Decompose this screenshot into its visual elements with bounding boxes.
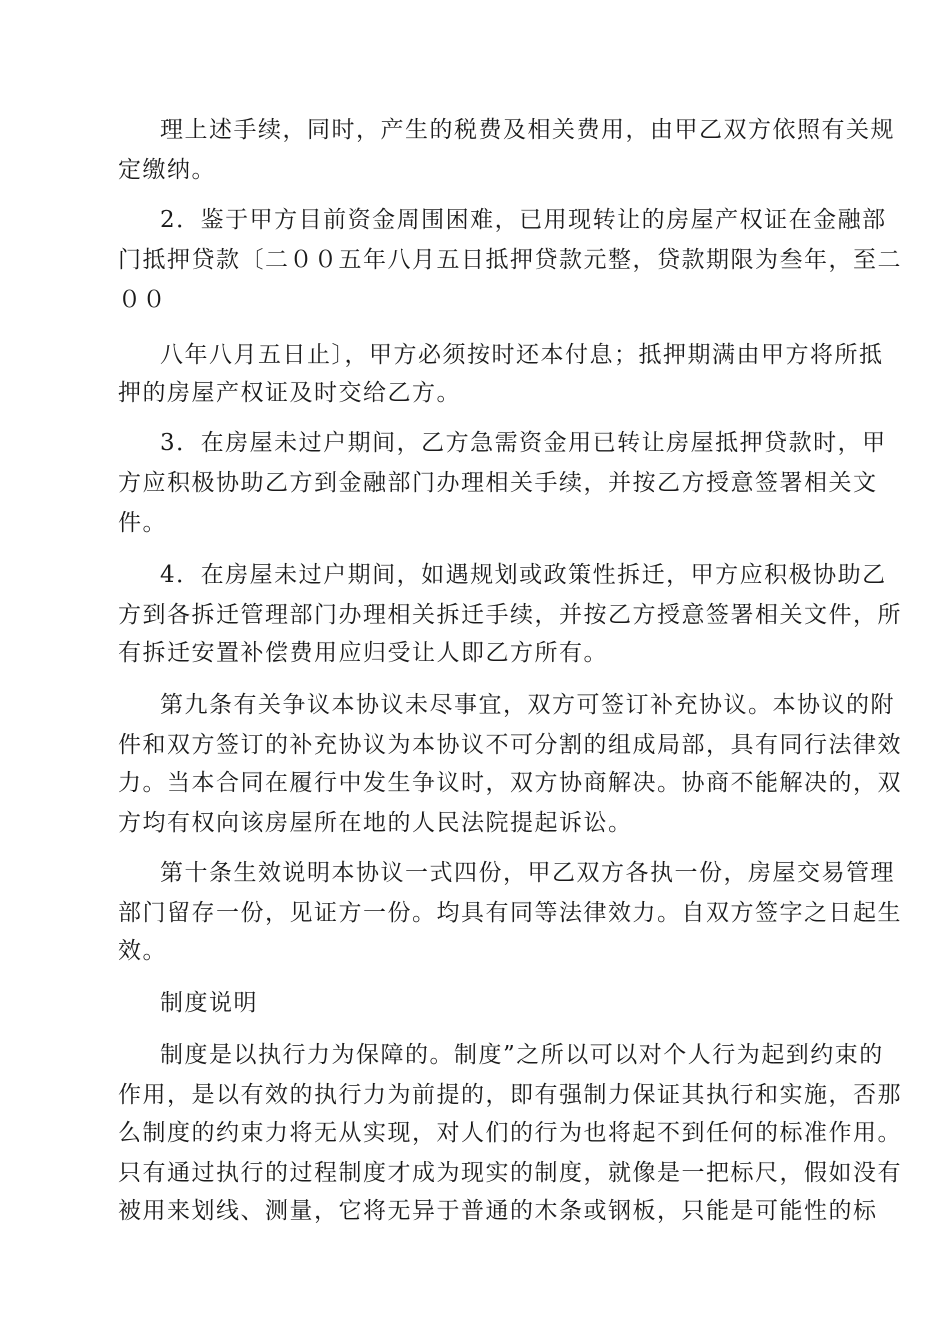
paragraph-item-2-line-1: 2．鉴于甲方目前资金周围困难，已用现转让的房屋产权证在金融部	[160, 207, 887, 233]
paragraph-article-9-line-1: 第九条有关争议本协议未尽事宜，双方可签订补充协议。本协议的附	[160, 692, 895, 718]
paragraph-item-4-line-1: 4．在房屋未过户期间，如遇规划或政策性拆迁，甲方应积极协助乙	[160, 562, 887, 588]
section-heading-system-note: 制度说明	[160, 990, 258, 1016]
paragraph-item-3-line-3: 件。	[118, 510, 167, 536]
paragraph-article-10-line-3: 效。	[118, 938, 167, 964]
paragraph-item-2-continued-line-1: 八年八月五日止〕，甲方必须按时还本付息；抵押期满由甲方将所抵	[160, 342, 884, 368]
paragraph-item-3-line-2: 方应积极协助乙方到金融部门办理相关手续，并按乙方授意签署相关文	[118, 470, 878, 496]
paragraph-system-note-line-2: 作用，是以有效的执行力为前提的，即有强制力保证其执行和实施，否那	[118, 1082, 902, 1108]
paragraph-item-3-line-1: 3．在房屋未过户期间，乙方急需资金用已转让房屋抵押贷款时，甲	[160, 430, 887, 456]
paragraph-system-note-line-1: 制度是以执行力为保障的。制度”之所以可以对个人行为起到约束的	[160, 1042, 884, 1068]
paragraph-continuation-line-1: 理上述手续，同时，产生的税费及相关费用，由甲乙双方依照有关规	[160, 117, 895, 143]
paragraph-continuation-line-2: 定缴纳。	[118, 157, 216, 183]
paragraph-system-note-line-5: 被用来划线、测量，它将无异于普通的木条或钢板，只能是可能性的标	[118, 1198, 878, 1224]
paragraph-article-10-line-1: 第十条生效说明本协议一式四份，甲乙双方各执一份，房屋交易管理	[160, 860, 895, 886]
paragraph-item-2-line-2: 门抵押贷款〔二００五年八月五日抵押贷款元整，贷款期限为叁年，至二	[118, 247, 902, 273]
paragraph-item-4-line-3: 有拆迁安置补偿费用应归受让人即乙方所有。	[118, 640, 608, 666]
paragraph-item-2-line-3: ００	[118, 287, 167, 313]
paragraph-article-9-line-3: 力。当本合同在履行中发生争议时，双方协商解决。协商不能解决的，双	[118, 770, 902, 796]
paragraph-system-note-line-4: 只有通过执行的过程制度才成为现实的制度，就像是一把标尺，假如没有	[118, 1160, 902, 1186]
paragraph-article-10-line-2: 部门留存一份，见证方一份。均具有同等法律效力。自双方签字之日起生	[118, 900, 902, 926]
paragraph-system-note-line-3: 么制度的约束力将无从实现，对人们的行为也将起不到任何的标准作用。	[118, 1120, 902, 1146]
paragraph-item-2-continued-line-2: 押的房屋产权证及时交给乙方。	[118, 380, 461, 406]
paragraph-item-4-line-2: 方到各拆迁管理部门办理相关拆迁手续，并按乙方授意签署相关文件，所	[118, 602, 902, 628]
paragraph-article-9-line-4: 方均有权向该房屋所在地的人民法院提起诉讼。	[118, 810, 633, 836]
paragraph-article-9-line-2: 件和双方签订的补充协议为本协议不可分割的组成局部，具有同行法律效	[118, 732, 902, 758]
